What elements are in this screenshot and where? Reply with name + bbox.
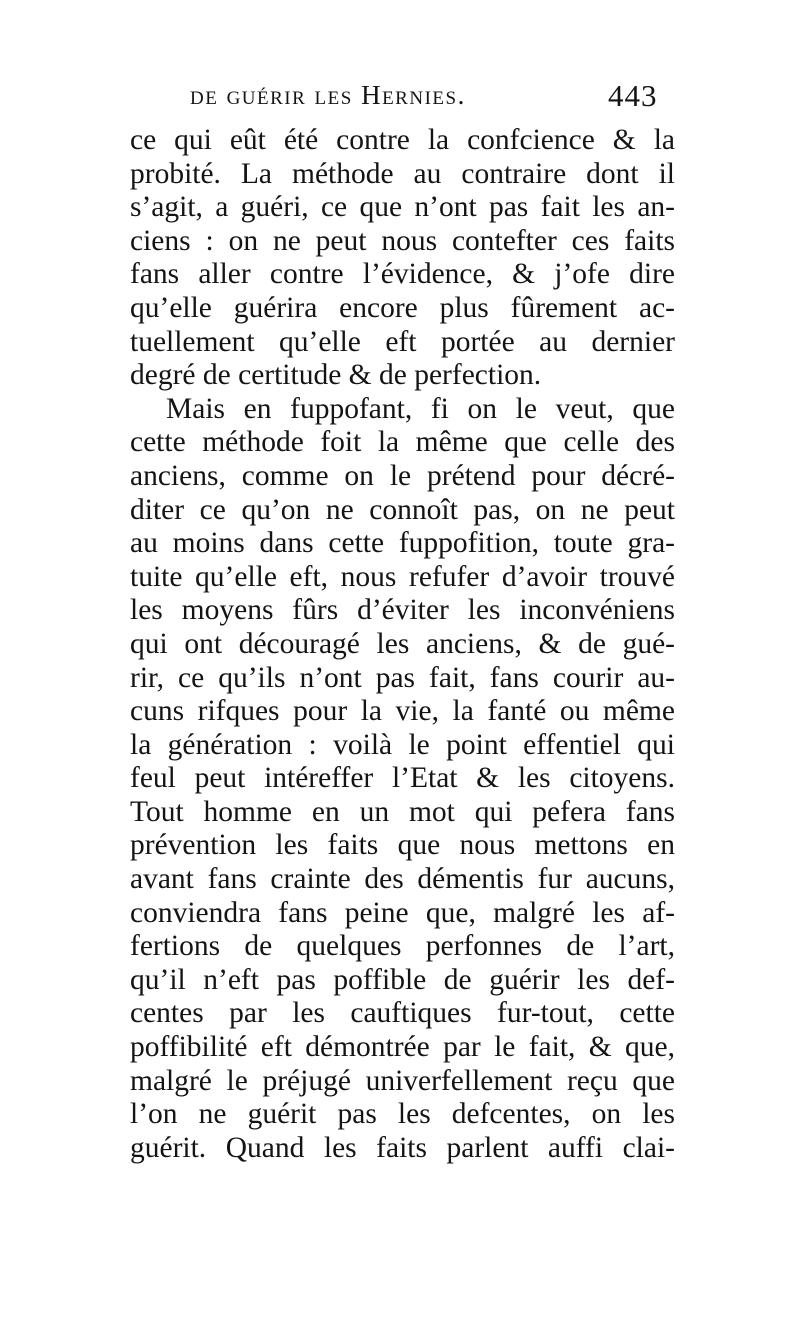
text-line: les moyens fûrs d’éviter les inconvéniens <box>130 594 675 627</box>
text-line: l’on ne guérit pas les defcentes, on les <box>130 1098 675 1131</box>
text-line: ciens : on ne peut nous contefter ces faits <box>130 224 675 257</box>
page-number: 443 <box>608 78 658 113</box>
text-line: qu’il n’eft pas poffible de guérir les def- <box>130 963 675 996</box>
running-title: de guérir les Hernies. <box>190 80 466 110</box>
text-line: qu’elle guérira encore plus fûrement ac- <box>130 291 675 324</box>
text-line: centes par les cauftiques fur-tout, cette <box>130 997 675 1030</box>
text-line: ce qui eût été contre la confcience & la <box>130 124 675 156</box>
text-line: rir, ce qu’ils n’ont pas fait, fans courir au- <box>130 661 675 694</box>
text-line: probité. La méthode au contraire dont il <box>130 157 675 190</box>
body-text <box>130 124 675 1165</box>
text-line: conviendra fans peine que, malgré les af- <box>130 896 675 929</box>
text-line: guérit. Quand les faits parlent auffi clai- <box>130 1131 675 1164</box>
paragraph-end-line: degré de certitude & de perfection. <box>130 359 542 392</box>
text-line: fertions de quelques perfonnes de l’art, <box>130 930 675 963</box>
text-line: cette méthode foit la même que celle des <box>130 426 675 459</box>
text-line: qui ont découragé les anciens, & de gué- <box>130 627 675 660</box>
text-line: avant fans crainte des démentis fur aucuns, <box>130 863 675 896</box>
text-line: tuite qu’elle eft, nous refufer d’avoir trouvé <box>130 560 675 593</box>
text-line: malgré le préjugé univerfellement reçu que <box>130 1064 675 1097</box>
running-head <box>190 78 690 122</box>
text-line: fans aller contre l’évidence, & j’ofe dire <box>130 258 675 291</box>
text-line: au moins dans cette fuppofition, toute gra- <box>130 527 675 560</box>
text-line: anciens, comme on le prétend pour décré- <box>130 459 675 492</box>
text-line: Tout homme en un mot qui pefera fans <box>130 795 675 828</box>
text-line: prévention les faits que nous mettons en <box>130 829 675 862</box>
text-line: poffibilité eft démontrée par le fait, & que, <box>130 1031 675 1064</box>
text-line: diter ce qu’on ne connoît pas, on ne peut <box>130 493 675 526</box>
text-line: la génération : voilà le point effentiel qui <box>130 728 675 761</box>
text-line: s’agit, a guéri, ce que n’ont pas fait les an- <box>130 191 675 224</box>
paragraph-start-line: Mais en fuppofant, fi on le veut, que <box>166 392 675 425</box>
text-line: cuns rifques pour la vie, la fanté ou même <box>130 695 675 728</box>
text-line: tuellement qu’elle eft portée au dernier <box>130 325 675 358</box>
text-line: feul peut intéreffer l’Etat & les citoyens. <box>130 762 675 795</box>
